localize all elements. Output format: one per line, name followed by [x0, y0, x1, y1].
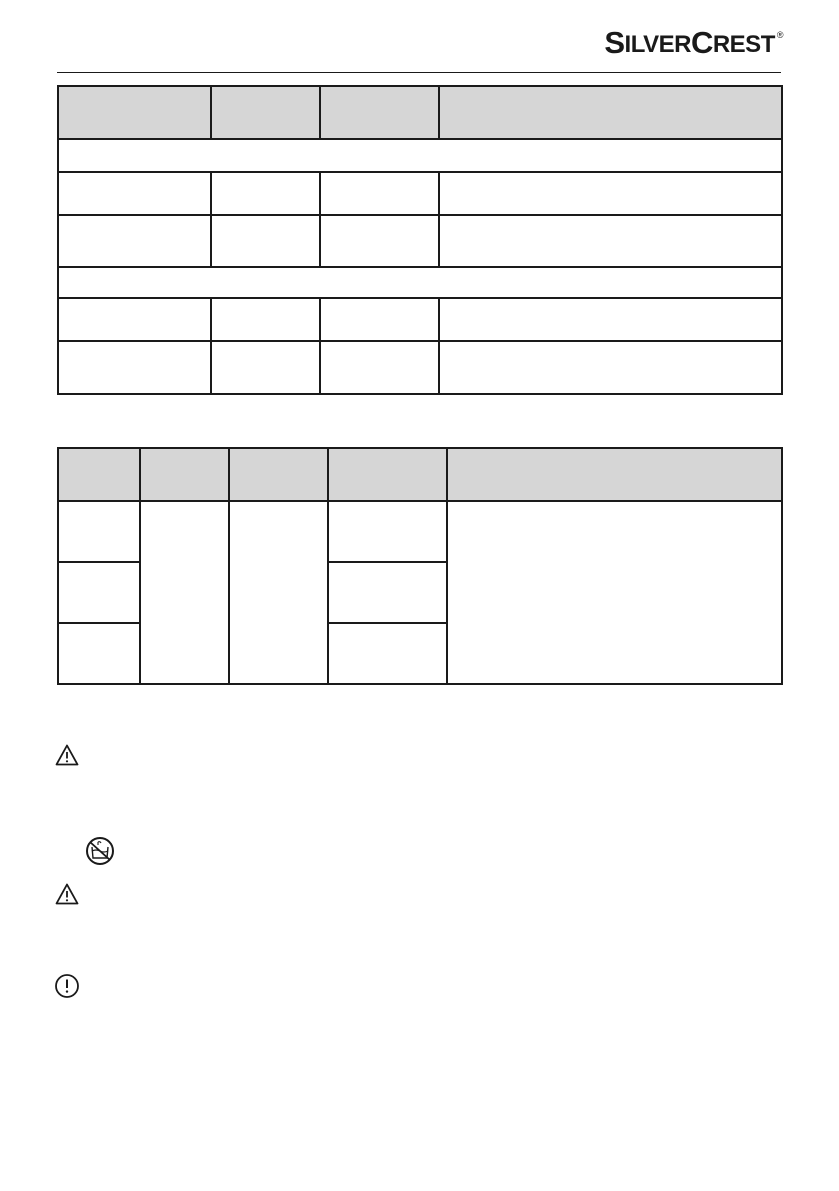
- table-header-row: [58, 86, 782, 139]
- spec-table-1: [57, 85, 783, 395]
- no-wash-icon: [83, 836, 117, 866]
- section-row: [58, 139, 782, 172]
- header-cell: [140, 448, 229, 501]
- merged-cell: [140, 501, 229, 684]
- brand-logo: S ILVER C REST ®: [604, 25, 783, 60]
- table-row: [58, 298, 782, 341]
- header-cell: [211, 86, 320, 139]
- warning-triangle-icon: [55, 883, 79, 905]
- header-cell: [439, 86, 782, 139]
- table-row: [58, 215, 782, 267]
- table-row: [58, 172, 782, 215]
- header-cell: [320, 86, 439, 139]
- header-cell: [447, 448, 782, 501]
- warning-triangle-icon: [55, 744, 79, 766]
- header-rule: [57, 72, 781, 73]
- section-cell: [58, 267, 782, 298]
- section-row: [58, 267, 782, 298]
- header-cell: [328, 448, 447, 501]
- table-row: [58, 341, 782, 394]
- table-header-row: [58, 448, 782, 501]
- merged-cell: [229, 501, 328, 684]
- exclamation-circle-icon: [54, 973, 80, 999]
- header-cell: [58, 86, 211, 139]
- section-cell: [58, 139, 782, 172]
- table-row: [58, 501, 782, 562]
- header-cell: [58, 448, 140, 501]
- merged-cell: [447, 501, 782, 684]
- spec-table-2: [57, 447, 783, 685]
- header-cell: [229, 448, 328, 501]
